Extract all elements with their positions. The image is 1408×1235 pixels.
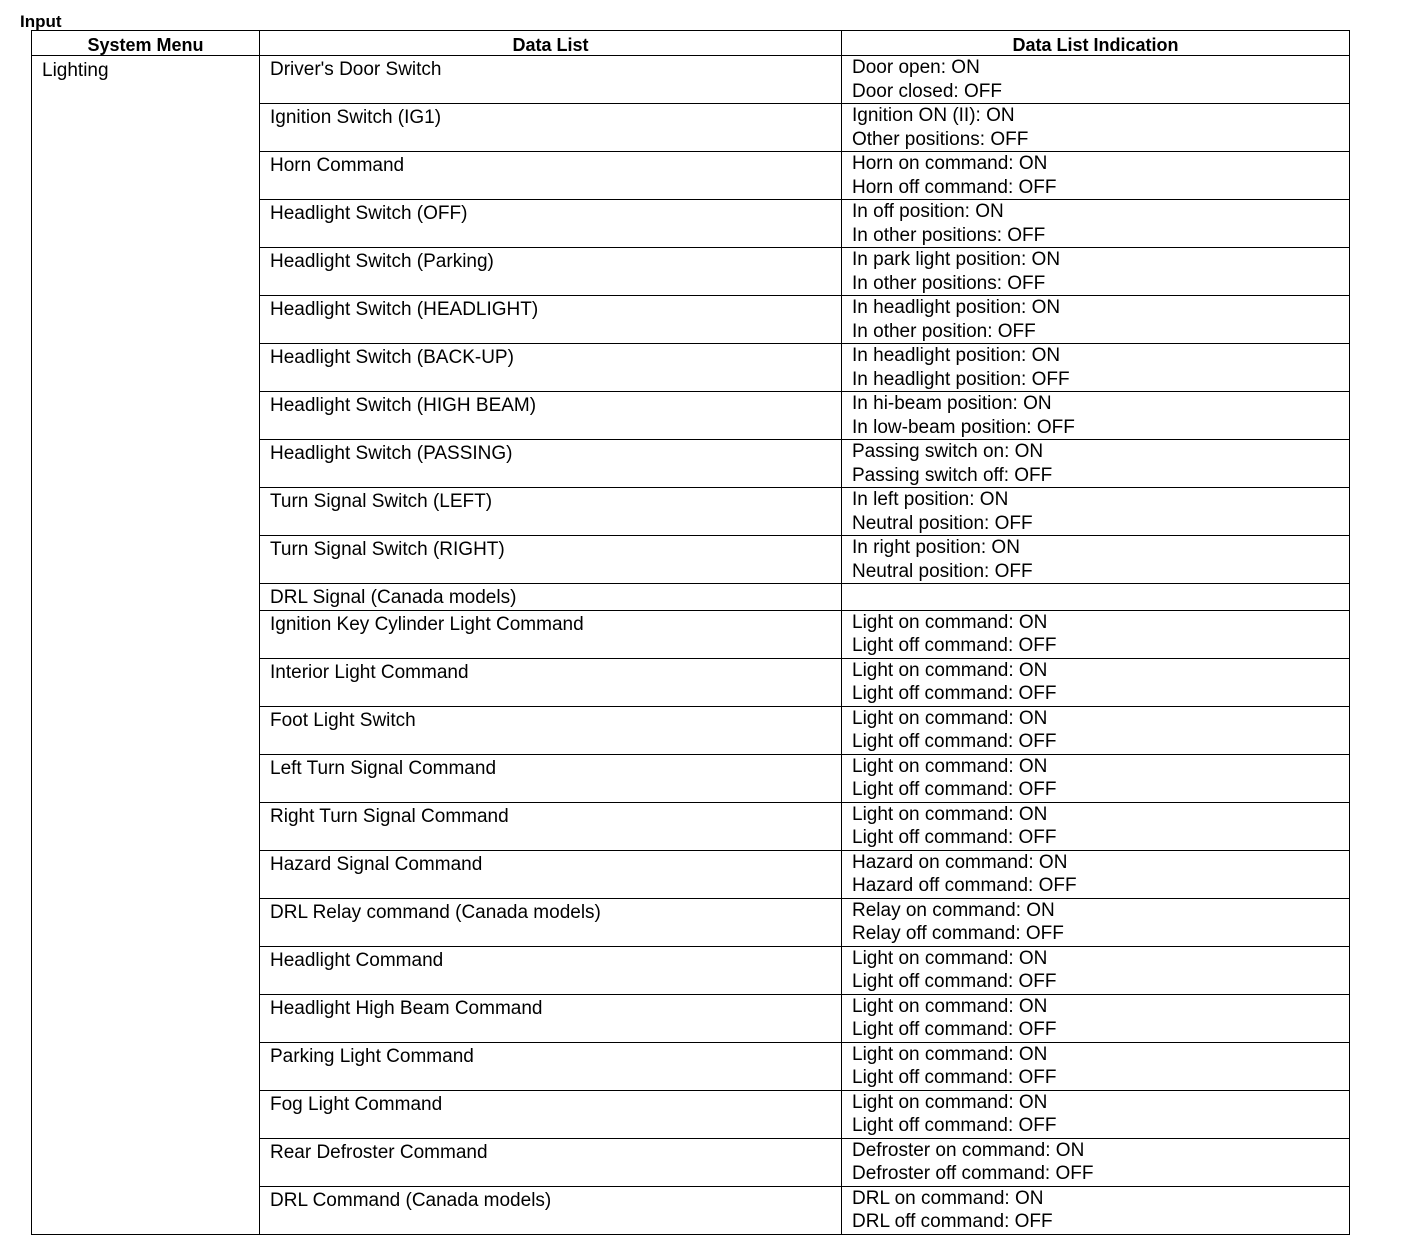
indication-off-text: Light off command: OFF [852, 683, 1057, 704]
indication-off-text: Neutral position: OFF [852, 560, 1033, 582]
indication-cell [842, 56, 1350, 104]
indication-cell [842, 850, 1350, 898]
indication-on-text: In park light position: ON [852, 249, 1061, 270]
data-list-item: Headlight Switch (HEADLIGHT) [260, 296, 842, 344]
data-list-table [31, 30, 1350, 1235]
header-data-list-indication: Data List Indication [842, 31, 1350, 56]
indication-cell [842, 584, 1350, 611]
indication-off-text: Light off command: OFF [852, 1067, 1057, 1088]
indication-on-text: DRL on command: ON [852, 1187, 1044, 1209]
indication-off-text: In other positions: OFF [852, 272, 1046, 294]
indication-cell [842, 296, 1350, 344]
data-list-item: Headlight Switch (BACK-UP) [260, 344, 842, 392]
indication-off-text: Light off command: OFF [852, 971, 1057, 992]
indication-cell [842, 706, 1350, 754]
indication-on-text: Light on command: ON [852, 755, 1048, 777]
data-list-item: Foot Light Switch [260, 706, 842, 754]
indication-off-text: Horn off command: OFF [852, 176, 1057, 198]
indication-on-text: Ignition ON (II): ON [852, 105, 1015, 126]
data-list-item: Headlight Command [260, 946, 842, 994]
indication-off-text: Light off command: OFF [852, 827, 1057, 848]
data-list-item: Headlight High Beam Command [260, 994, 842, 1042]
data-list-item: Turn Signal Switch (LEFT) [260, 488, 842, 536]
indication-cell [842, 994, 1350, 1042]
data-list-item: Hazard Signal Command [260, 850, 842, 898]
indication-on-text: In hi-beam position: ON [852, 393, 1052, 414]
system-menu-label: Lighting [42, 60, 109, 81]
indication-on-text: Light on command: ON [852, 803, 1048, 825]
indication-on-text: Hazard on command: ON [852, 851, 1068, 873]
indication-off-text: Passing switch off: OFF [852, 464, 1053, 486]
indication-off-text: Door closed: OFF [852, 80, 1002, 102]
indication-off-text: Light off command: OFF [852, 779, 1057, 800]
indication-on-text: Light on command: ON [852, 659, 1048, 681]
indication-on-text: Light on command: ON [852, 707, 1048, 729]
data-list-item: Turn Signal Switch (RIGHT) [260, 536, 842, 584]
indication-on-text: Relay on command: ON [852, 899, 1055, 921]
indication-on-text: In off position: ON [852, 201, 1004, 222]
table-body [32, 56, 1350, 1235]
indication-on-text: Light on command: ON [852, 1043, 1048, 1065]
indication-cell [842, 1138, 1350, 1186]
data-list-item: DRL Command (Canada models) [260, 1186, 842, 1234]
indication-cell [842, 898, 1350, 946]
indication-cell [842, 200, 1350, 248]
data-list-item: Headlight Switch (HIGH BEAM) [260, 392, 842, 440]
indication-cell [842, 946, 1350, 994]
indication-on-text: Light on command: ON [852, 611, 1048, 633]
data-list-item: Headlight Switch (Parking) [260, 248, 842, 296]
indication-cell [842, 658, 1350, 706]
indication-off-text: Light off command: OFF [852, 731, 1057, 752]
indication-on-text: Light on command: ON [852, 1091, 1048, 1113]
indication-on-text: In left position: ON [852, 489, 1009, 510]
indication-off-text: Defroster off command: OFF [852, 1163, 1094, 1184]
indication-off-text: Relay off command: OFF [852, 923, 1064, 944]
indication-on-text: Passing switch on: ON [852, 441, 1044, 462]
indication-cell [842, 1186, 1350, 1234]
table-row [32, 56, 1350, 104]
indication-off-text: DRL off command: OFF [852, 1211, 1053, 1232]
header-row [32, 31, 1350, 56]
indication-off-text: In other position: OFF [852, 320, 1036, 342]
indication-cell [842, 1090, 1350, 1138]
indication-off-text: Light off command: OFF [852, 1115, 1057, 1136]
system-menu-cell [32, 56, 260, 1235]
indication-off-text: In other positions: OFF [852, 224, 1046, 246]
indication-cell [842, 104, 1350, 152]
section-title: Input [20, 12, 62, 31]
data-list-item: DRL Relay command (Canada models) [260, 898, 842, 946]
indication-cell [842, 152, 1350, 200]
data-list-item: Headlight Switch (PASSING) [260, 440, 842, 488]
data-list-item: Parking Light Command [260, 1042, 842, 1090]
indication-on-text: In right position: ON [852, 537, 1020, 558]
indication-on-text: Light on command: ON [852, 947, 1048, 969]
indication-cell [842, 754, 1350, 802]
indication-cell [842, 1042, 1350, 1090]
data-list-item: Horn Command [260, 152, 842, 200]
indication-cell [842, 440, 1350, 488]
indication-on-text: In headlight position: ON [852, 345, 1061, 366]
indication-on-text: In headlight position: ON [852, 297, 1061, 318]
indication-off-text: Hazard off command: OFF [852, 875, 1077, 896]
header-system-menu: System Menu [32, 31, 260, 56]
indication-on-text: Defroster on command: ON [852, 1139, 1085, 1161]
indication-cell [842, 802, 1350, 850]
data-list-item: Ignition Key Cylinder Light Command [260, 610, 842, 658]
indication-cell [842, 344, 1350, 392]
data-list-item: Fog Light Command [260, 1090, 842, 1138]
data-list-item: Interior Light Command [260, 658, 842, 706]
indication-off-text: Other positions: OFF [852, 128, 1029, 150]
indication-on-text: Horn on command: ON [852, 153, 1048, 174]
indication-on-text: Light on command: ON [852, 995, 1048, 1017]
indication-cell [842, 488, 1350, 536]
indication-off-text: Neutral position: OFF [852, 512, 1033, 534]
data-list-item: Left Turn Signal Command [260, 754, 842, 802]
indication-cell [842, 536, 1350, 584]
indication-off-text: Light off command: OFF [852, 1019, 1057, 1040]
data-list-item: DRL Signal (Canada models) [260, 584, 842, 611]
indication-cell [842, 392, 1350, 440]
header-data-list: Data List [260, 31, 842, 56]
data-list-item: Driver's Door Switch [260, 56, 842, 104]
indication-cell [842, 610, 1350, 658]
data-list-item: Rear Defroster Command [260, 1138, 842, 1186]
data-list-item: Right Turn Signal Command [260, 802, 842, 850]
data-list-item: Headlight Switch (OFF) [260, 200, 842, 248]
data-list-item: Ignition Switch (IG1) [260, 104, 842, 152]
indication-off-text: In low-beam position: OFF [852, 416, 1075, 438]
indication-off-text: In headlight position: OFF [852, 368, 1070, 390]
indication-cell [842, 248, 1350, 296]
indication-on-text: Door open: ON [852, 57, 980, 78]
indication-off-text: Light off command: OFF [852, 635, 1057, 656]
